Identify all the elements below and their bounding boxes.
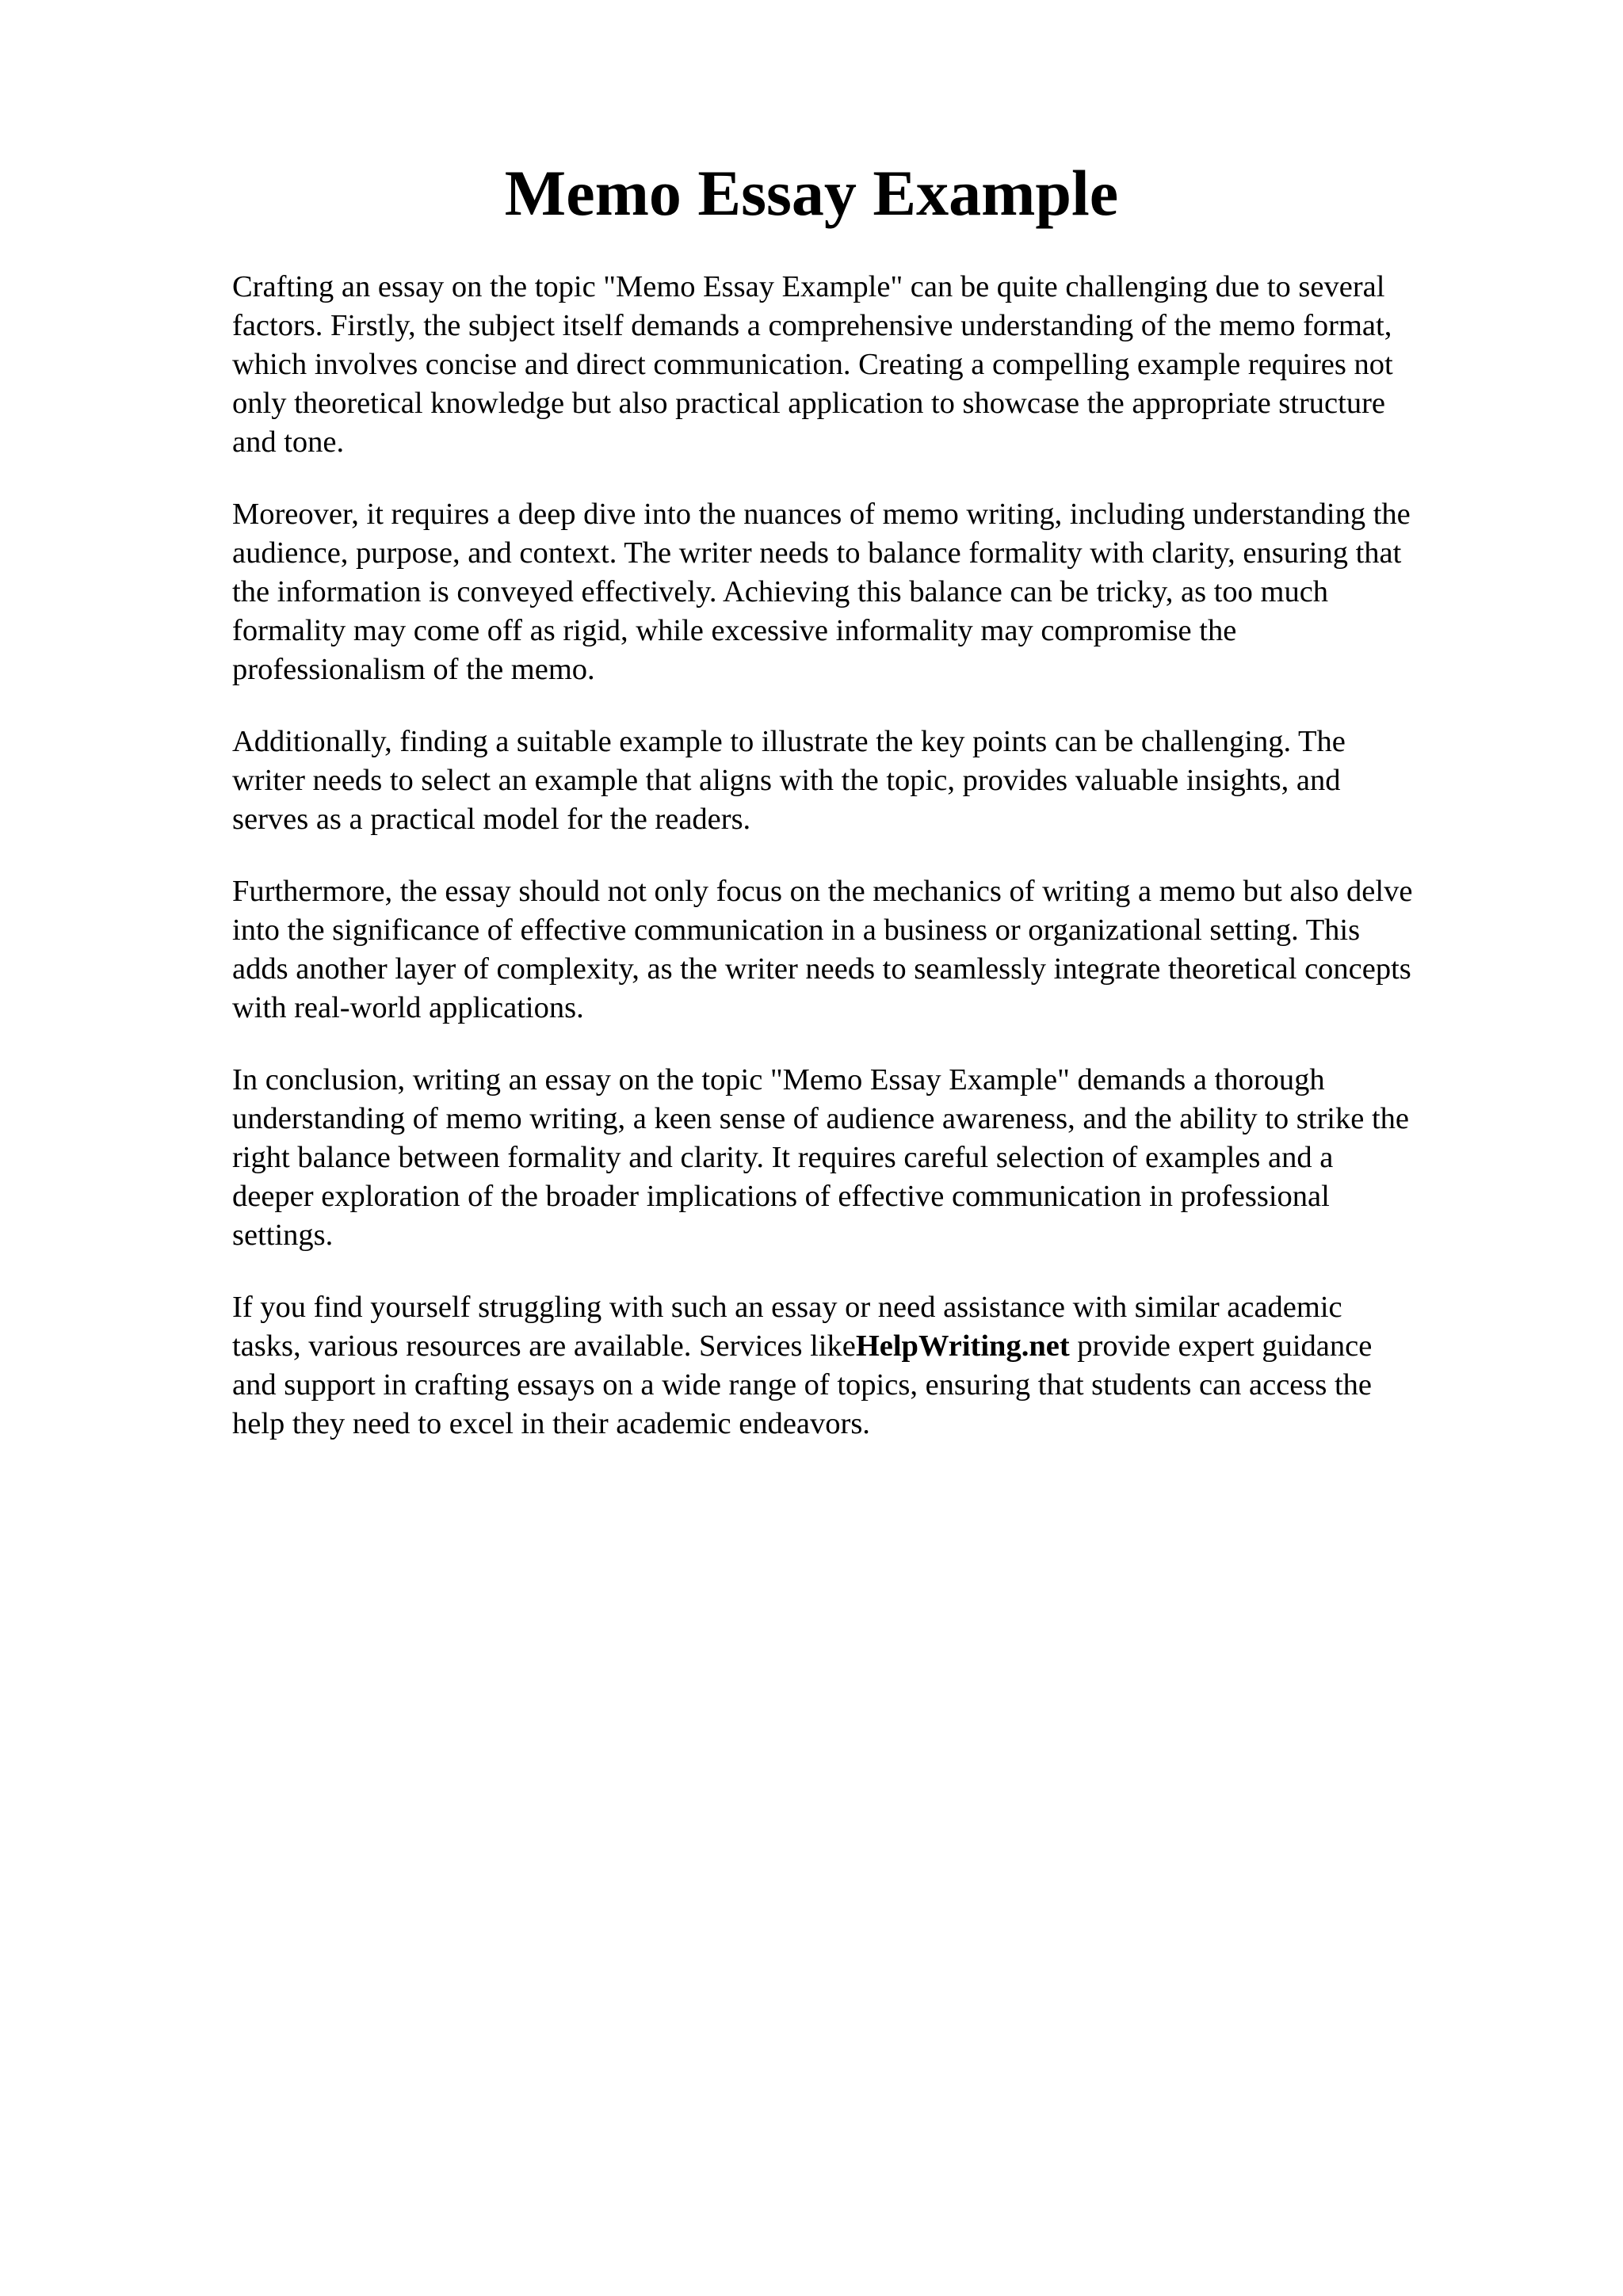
paragraph-line: Additionally, finding a suitable example to illustrate the key points can be challenging. The [232, 725, 1346, 758]
paragraph-6 [232, 1288, 1516, 1444]
line-text-before-link: tasks, various resources are available. Services like [232, 1329, 856, 1363]
paragraph-line: serves as a practical model for the readers. [232, 803, 751, 836]
paragraph-line: If you find yourself struggling with such an essay or need assistance with similar academic [232, 1291, 1342, 1324]
paragraph-1 [232, 268, 1516, 462]
paragraph-line: formality may come off as rigid, while excessive informality may compromise the [232, 614, 1237, 647]
paragraph-line: right balance between formality and clarity. It requires careful selection of examples and a [232, 1141, 1334, 1174]
paragraph-3 [232, 723, 1516, 839]
paragraph-line: factors. Firstly, the subject itself demands a comprehensive understanding of the memo format, [232, 309, 1392, 342]
paragraph-5 [232, 1061, 1516, 1255]
paragraph-line: which involves concise and direct communication. Creating a compelling example requires not [232, 348, 1393, 381]
paragraph-line-with-link [232, 1327, 1516, 1366]
paragraph-2 [232, 495, 1516, 689]
paragraph-line: adds another layer of complexity, as the writer needs to seamlessly integrate theoretical concepts [232, 952, 1411, 986]
essay-body [232, 268, 1516, 1477]
paragraph-line: settings. [232, 1219, 334, 1252]
paragraph-line: into the significance of effective communication in a business or organizational setting. This [232, 913, 1361, 947]
paragraph-line: writer needs to select an example that aligns with the topic, provides valuable insights, and [232, 764, 1341, 797]
paragraph-line: understanding of memo writing, a keen sense of audience awareness, and the ability to strike the [232, 1102, 1409, 1135]
paragraph-line: only theoretical knowledge but also practical application to showcase the appropriate structure [232, 387, 1385, 420]
paragraph-line: and support in crafting essays on a wide range of topics, ensuring that students can access the [232, 1368, 1372, 1402]
paragraph-line: the information is conveyed effectively. Achieving this balance can be tricky, as too much [232, 575, 1329, 608]
paragraph-line: Moreover, it requires a deep dive into the nuances of memo writing, including understanding the [232, 498, 1411, 531]
paragraph-line: deeper exploration of the broader implications of effective communication in professional [232, 1180, 1330, 1213]
page-title: Memo Essay Example [504, 157, 1119, 229]
paragraph-line: and tone. [232, 425, 345, 459]
paragraph-line: help they need to excel in their academic endeavors. [232, 1407, 870, 1440]
paragraph-line: Furthermore, the essay should not only focus on the mechanics of writing a memo but also delve [232, 875, 1413, 908]
paragraph-line: with real-world applications. [232, 991, 584, 1024]
paragraph-line: Crafting an essay on the topic "Memo Essay Example" can be quite challenging due to several [232, 270, 1385, 303]
helpwriting-link[interactable]: HelpWriting.net [855, 1329, 1070, 1363]
paragraph-line: In conclusion, writing an essay on the topic "Memo Essay Example" demands a thorough [232, 1063, 1325, 1097]
line-text-after-link: provide expert guidance [1069, 1329, 1373, 1363]
paragraph-4 [232, 872, 1516, 1028]
paragraph-line: professionalism of the memo. [232, 653, 595, 686]
paragraph-line: audience, purpose, and context. The writer needs to balance formality with clarity, ensuring that [232, 536, 1402, 570]
